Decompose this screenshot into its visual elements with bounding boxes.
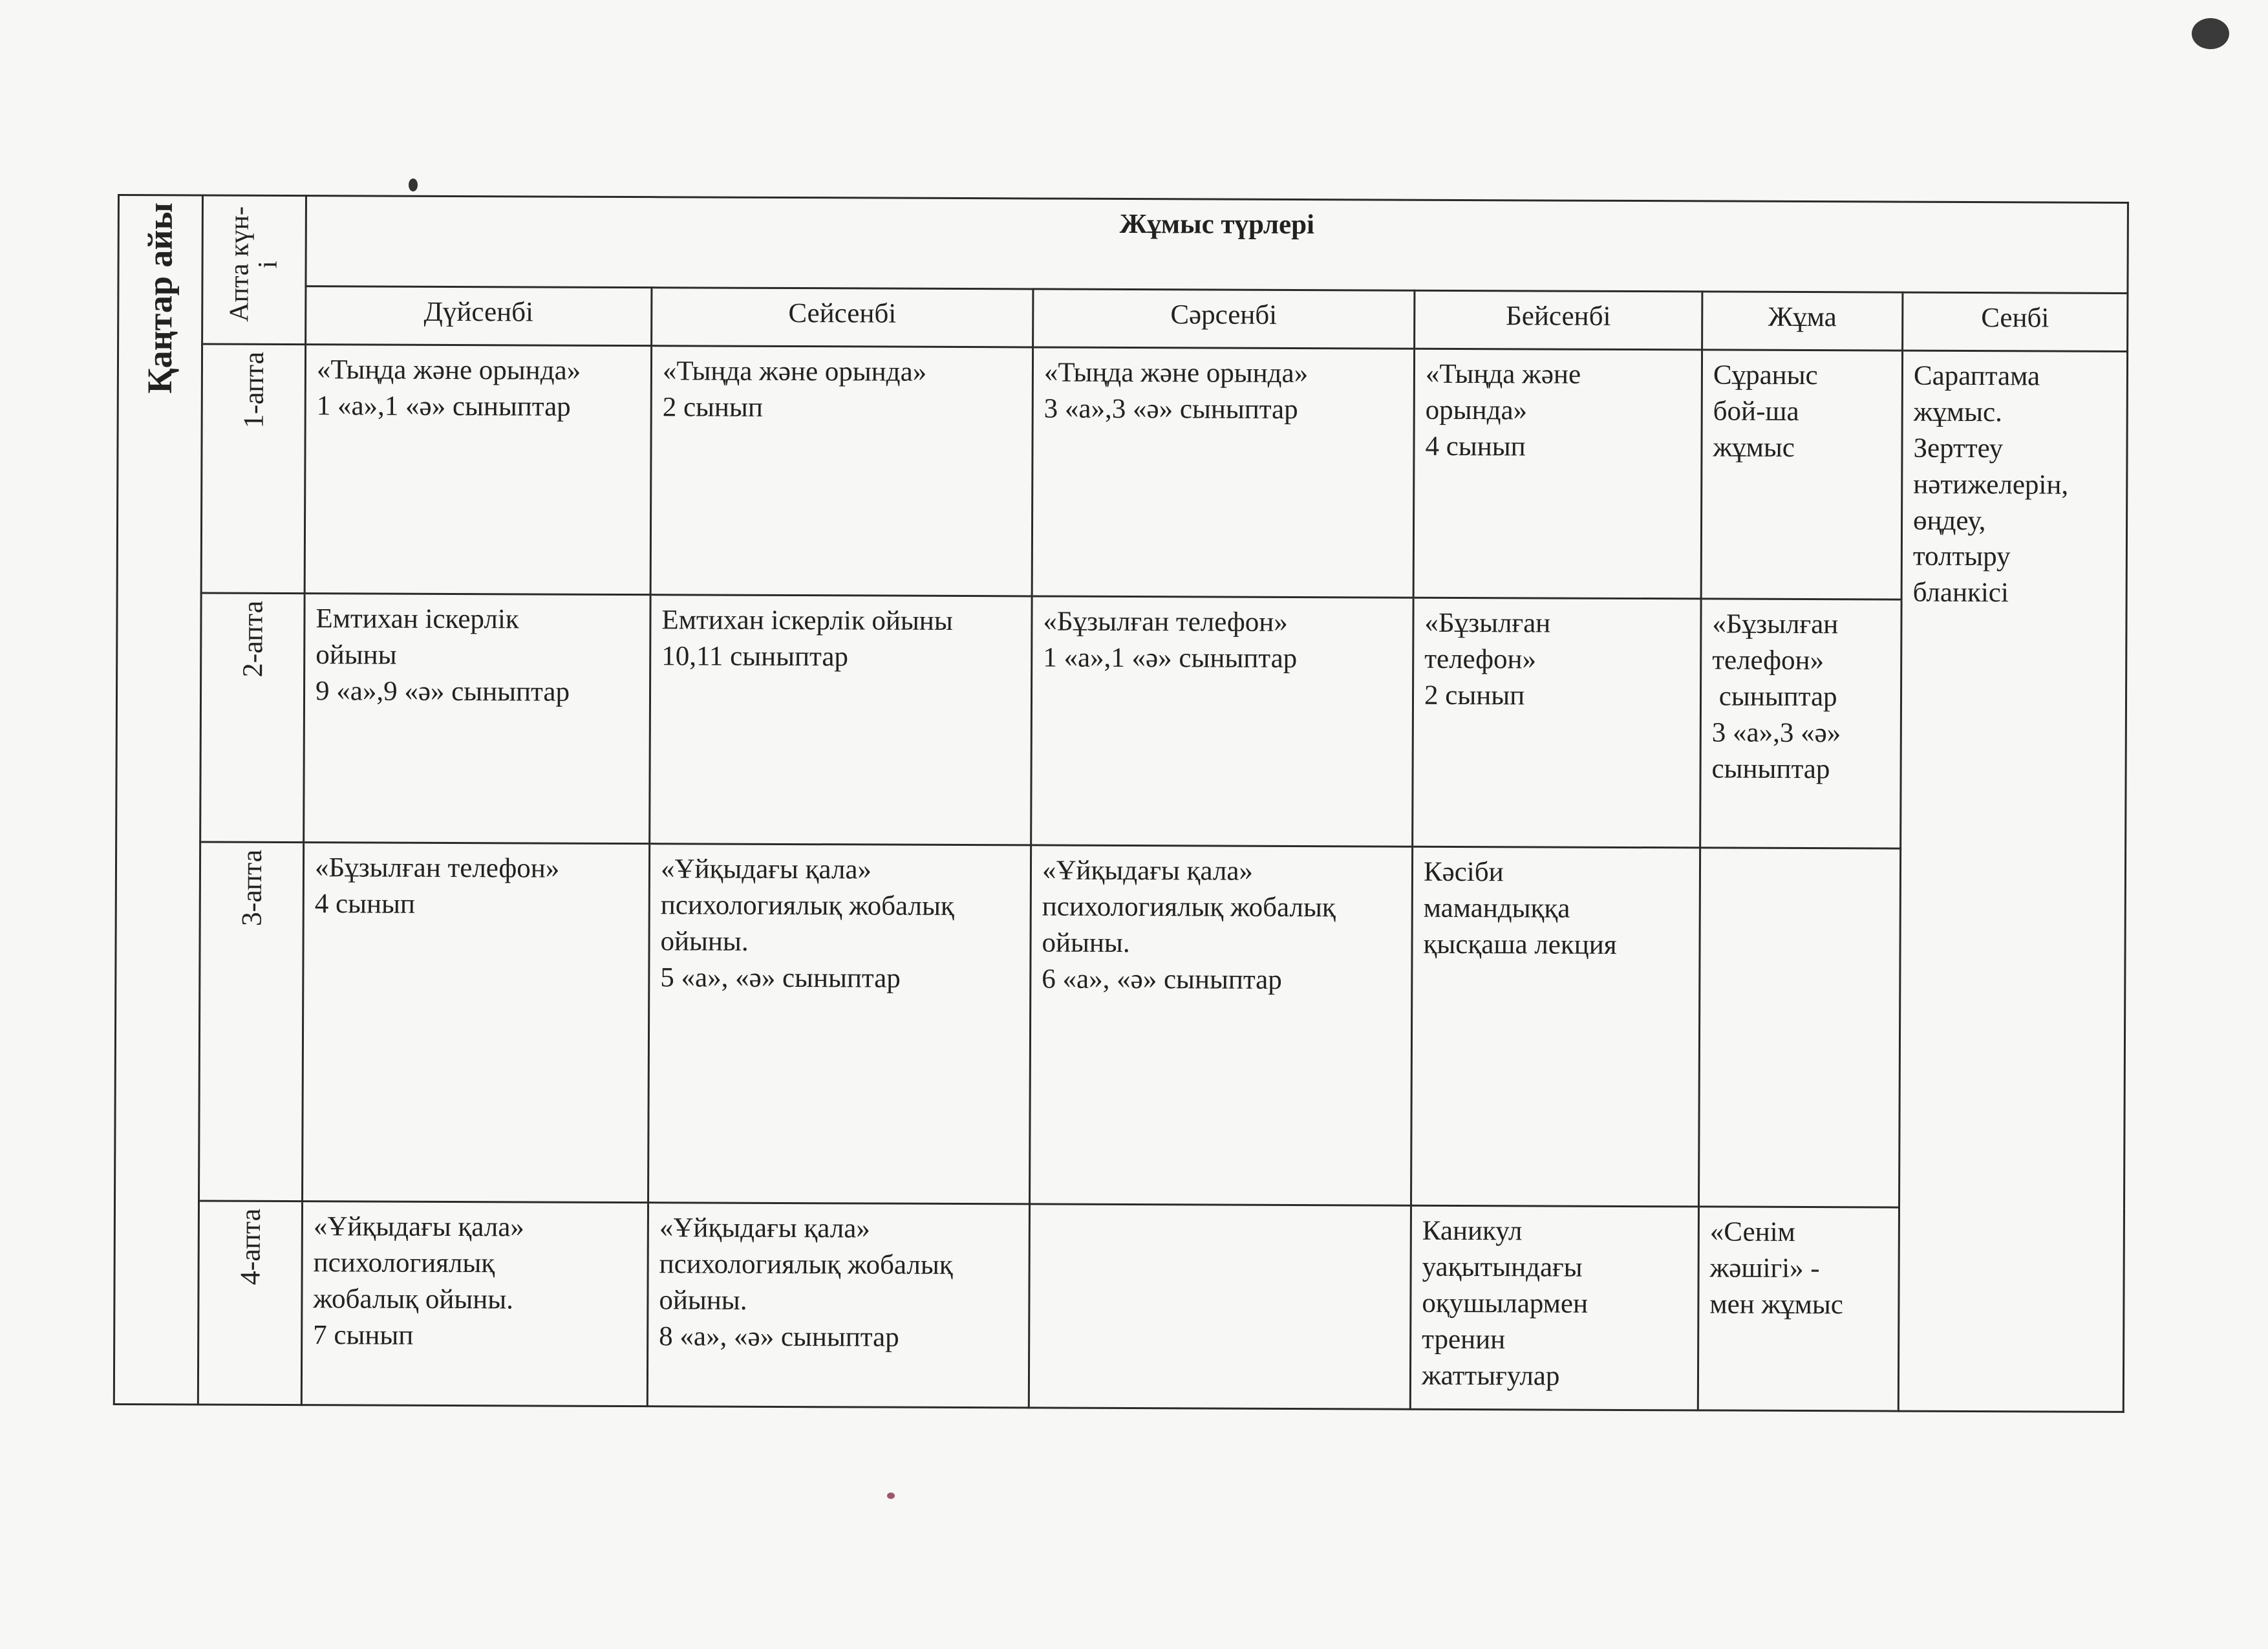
day-header-saturday: Сенбі: [1903, 292, 2128, 351]
activity-line: 2 сынып: [662, 392, 763, 423]
saturday-line: Зерттеу: [1913, 433, 2004, 464]
activity-cell: [1701, 350, 1902, 599]
activity-line: «Ұйқыдағы қала»: [660, 854, 872, 885]
week-label: 4-апта: [234, 1208, 266, 1286]
activity-cell: [1032, 347, 1414, 598]
schedule-sheet: [113, 194, 2127, 1411]
day-header-tuesday: Сейсенбі: [652, 288, 1033, 347]
activity-cell: [304, 594, 650, 844]
activity-line: мамандыққа: [1423, 892, 1570, 924]
activity-cell: [1699, 848, 1901, 1207]
activity-cell: [650, 346, 1032, 596]
activity-line: 4 сынып: [314, 889, 416, 920]
activity-cell: [650, 595, 1032, 845]
saturday-line: бланкісі: [1912, 577, 2009, 609]
day-header-thursday: Бейсенбі: [1415, 290, 1702, 350]
work-types-header: [306, 196, 2128, 294]
activity-line: 2 сынып: [1424, 680, 1525, 711]
activity-line: сыныптар: [1711, 681, 1837, 712]
activity-line: 7 сынып: [313, 1319, 414, 1351]
activity-line: «Бұзылған: [1424, 607, 1551, 639]
day-header-wednesday: Сәрсенбі: [1033, 289, 1415, 349]
activity-line: психологиялық жобалық: [1042, 891, 1336, 923]
activity-line: оқушылармен: [1422, 1288, 1589, 1319]
month-label: Қаңтар айы: [140, 202, 180, 394]
activity-line: ойыны.: [659, 1285, 747, 1316]
activity-line: «Тыңда және орында»: [662, 356, 927, 387]
activity-line: Сұраныс: [1713, 360, 1818, 391]
activity-line: «Бұзылған телефон»: [314, 852, 560, 884]
activity-line: 5 «а», «ә» сыныптар: [660, 962, 901, 994]
activity-cell: [1411, 846, 1700, 1207]
ink-speck: [409, 178, 418, 191]
activity-cell: [301, 1202, 648, 1406]
activity-cell: [1700, 599, 1901, 848]
activity-line: телефон»: [1424, 643, 1537, 675]
activity-cell: [1698, 1207, 1899, 1411]
activity-line: 3 «а»,3 «ә»: [1711, 717, 1841, 748]
activity-line: орында»: [1425, 394, 1528, 426]
activity-line: ойыны.: [660, 926, 749, 957]
activity-cell: [1413, 598, 1701, 848]
activity-line: Каникул: [1422, 1215, 1523, 1247]
saturday-line: толтыру: [1912, 541, 2011, 572]
activity-cell: [1410, 1205, 1698, 1410]
activity-line: тренин: [1422, 1324, 1506, 1355]
week-label-cell: [198, 1201, 302, 1405]
activity-line: жаттығулар: [1421, 1360, 1560, 1392]
schedule-table: [113, 194, 2129, 1413]
activity-cell: [1029, 1204, 1411, 1409]
activity-line: 9 «а»,9 «ә» сыныптар: [315, 675, 570, 707]
activity-line: «Ұйқыдағы қала»: [1042, 855, 1254, 887]
ink-speck: [2192, 18, 2229, 49]
activity-line: Емтихан іскерлік ойыны: [661, 605, 953, 636]
week-label: 1-апта: [237, 351, 270, 429]
activity-line: «Тыңда және орында»: [316, 354, 581, 386]
activity-line: мен жұмыс: [1709, 1289, 1843, 1320]
activity-line: Емтихан іскерлік: [316, 603, 519, 635]
activity-line: 1 «а»,1 «ә» сыныптар: [316, 391, 571, 422]
activity-cell: [1030, 845, 1413, 1205]
saturday-line: өңдеу,: [1912, 505, 1986, 536]
activity-line: 8 «а», «ә» сыныптар: [659, 1320, 899, 1353]
activity-line: Кәсіби: [1423, 856, 1504, 888]
saturday-line: Сараптама: [1913, 360, 2040, 392]
week-label-cell: [201, 344, 305, 594]
ink-speck: [887, 1493, 895, 1499]
activity-line: телефон»: [1712, 645, 1824, 676]
activity-line: ойыны.: [1042, 927, 1130, 958]
activity-cell: [303, 843, 650, 1203]
day-header-monday: Дүйсенбі: [306, 286, 652, 346]
activity-line: 1 «а»,1 «ә» сыныптар: [1043, 642, 1298, 674]
activity-line: 10,11 сыныптар: [661, 641, 849, 673]
corner-label: Апта күн-і: [224, 206, 284, 323]
activity-line: жәшігі» -: [1709, 1253, 1820, 1284]
work-types-title: Жұмыс түрлері: [1119, 208, 1315, 241]
activity-cell: [1031, 596, 1413, 846]
activity-line: «Тыңда және орында»: [1043, 357, 1309, 389]
saturday-line: жұмыс.: [1913, 396, 2002, 428]
activity-line: психологиялық: [313, 1247, 495, 1279]
activity-line: психологиялық жобалық: [659, 1249, 953, 1280]
activity-line: «Бұзылған телефон»: [1043, 606, 1288, 638]
month-cell: [114, 195, 202, 1405]
corner-cell: [202, 195, 306, 345]
activity-line: 4 сынып: [1425, 431, 1526, 462]
activity-line: «Бұзылған: [1712, 609, 1839, 640]
activity-cell: [1413, 349, 1702, 599]
saturday-line: нәтижелерін,: [1913, 469, 2069, 501]
activity-line: 6 «а», «ә» сыныптар: [1042, 964, 1282, 995]
week-label-cell: [199, 842, 304, 1202]
activity-cell: [647, 1203, 1029, 1408]
activity-line: жұмыс: [1713, 432, 1795, 463]
activity-line: 3 «а»,3 «ә» сыныптар: [1043, 393, 1298, 425]
activity-line: «Сенім: [1709, 1216, 1795, 1247]
day-header-friday: Жұма: [1702, 292, 1903, 350]
activity-line: бой-ша: [1713, 396, 1799, 427]
activity-line: ойыны: [316, 640, 397, 671]
activity-line: психологиялық жобалық: [660, 890, 954, 921]
saturday-cell: [1898, 350, 2127, 1412]
activity-line: жобалық ойыны.: [313, 1283, 514, 1315]
week-label: 2-апта: [237, 600, 269, 678]
week-label-cell: [200, 593, 305, 843]
activity-line: «Ұйқыдағы қала»: [659, 1212, 870, 1244]
activity-cell: [305, 345, 651, 595]
activity-line: қысқаша лекция: [1423, 929, 1617, 960]
week-label: 3-апта: [235, 849, 268, 927]
activity-line: «Тыңда және: [1425, 358, 1581, 390]
activity-line: уақытындағы: [1422, 1251, 1583, 1283]
activity-cell: [648, 844, 1031, 1204]
activity-line: «Ұйқыдағы қала»: [313, 1211, 524, 1243]
activity-line: сыныптар: [1711, 753, 1830, 784]
